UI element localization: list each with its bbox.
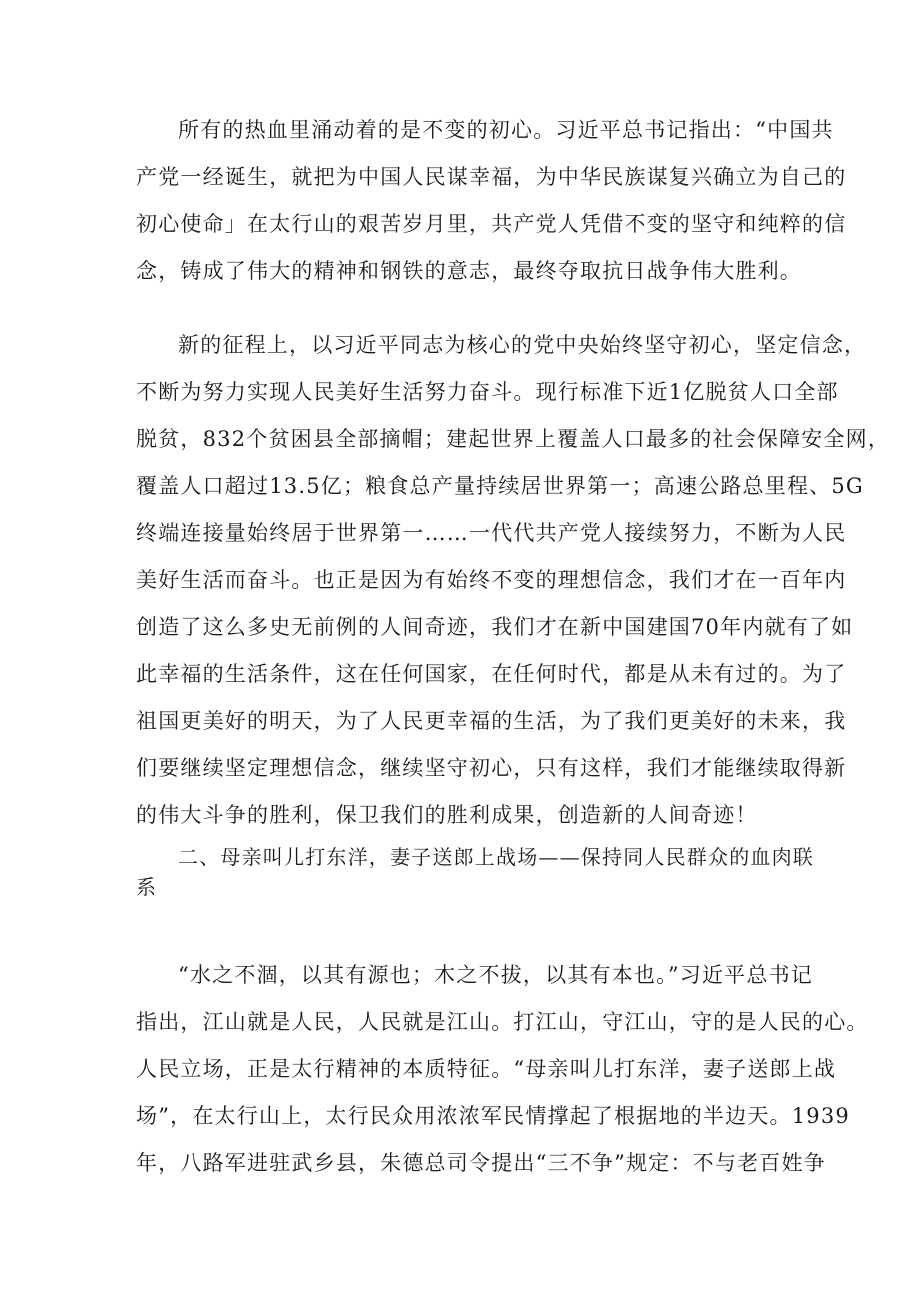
text-line: 初心使命」在太行山的艰苦岁月里，共产党人凭借不变的坚守和纯粹的信 <box>136 212 847 236</box>
text-line: 创造了这么多史无前例的人间奇迹，我们才在新中国建国70年内就有了如 <box>136 615 854 639</box>
section-heading <box>136 842 814 902</box>
text-line: 不断为努力实现人民美好生活努力奋斗。现行标准下近1亿脱贫人口全部 <box>136 380 839 404</box>
text-line: “水之不涸，以其有源也；木之不拔，以其有本也。”习近平总书记 <box>178 963 813 987</box>
text-line: 所有的热血里涌动着的是不变的初心。习近平总书记指出：“中国共 <box>178 118 834 142</box>
paragraph-new-journey <box>136 322 891 839</box>
text-line: 们要继续坚定理想信念，继续坚守初心，只有这样，我们才能继续取得新 <box>136 756 847 780</box>
text-line: 此幸福的生活条件，这在任何国家，在任何时代，都是从未有过的。为了 <box>136 662 847 686</box>
text-line: 指出，江山就是人民，人民就是江山。打江山，守江山，守的是人民的心。 <box>136 1010 869 1034</box>
text-line: 年，八路军进驻武乡县，朱德总司令提出“三不争”规定：不与老百姓争 <box>136 1151 826 1175</box>
text-line: 终端连接量始终居于世界第一……一代代共产党人接续努力，不断为人民 <box>136 521 847 545</box>
text-line: 产党一经诞生，就把为中国人民谋幸福，为中华民族谋复兴确立为自己的 <box>136 165 847 189</box>
text-line: 脱贫，832个贫困县全部摘帽；建起世界上覆盖人口最多的社会保障安全网， <box>136 427 891 451</box>
text-line: 覆盖人口超过13.5亿；粮食总产量持续居世界第一；高速公路总里程、5G <box>136 474 864 498</box>
text-line: 的伟大斗争的胜利，保卫我们的胜利成果，创造新的人间奇迹！ <box>136 803 758 827</box>
text-line: 人民立场，正是太行精神的本质特征。“母亲叫儿打东洋，妻子送郎上战 <box>136 1057 837 1081</box>
text-line: 美好生活而奋斗。也正是因为有始终不变的理想信念，我们才在一百年内 <box>136 568 847 592</box>
text-line: 念，铸成了伟大的精神和钢铁的意志，最终夺取抗日战争伟大胜利。 <box>136 259 802 283</box>
text-line: 场”，在太行山上，太行民众用浓浓军民情撑起了根据地的半边天。1939 <box>136 1104 850 1128</box>
paragraph-people-stance <box>136 952 869 1187</box>
heading-line: 系 <box>136 875 158 899</box>
text-line: 祖国更美好的明天，为了人民更幸福的生活，为了我们更美好的未来，我 <box>136 709 847 733</box>
heading-line: 二、母亲叫儿打东洋，妻子送郎上战场——保持同人民群众的血肉联 <box>178 845 814 869</box>
paragraph-initial-mission <box>136 107 847 295</box>
text-line: 新的征程上，以习近平同志为核心的党中央始终坚守初心，坚定信念， <box>178 333 867 357</box>
